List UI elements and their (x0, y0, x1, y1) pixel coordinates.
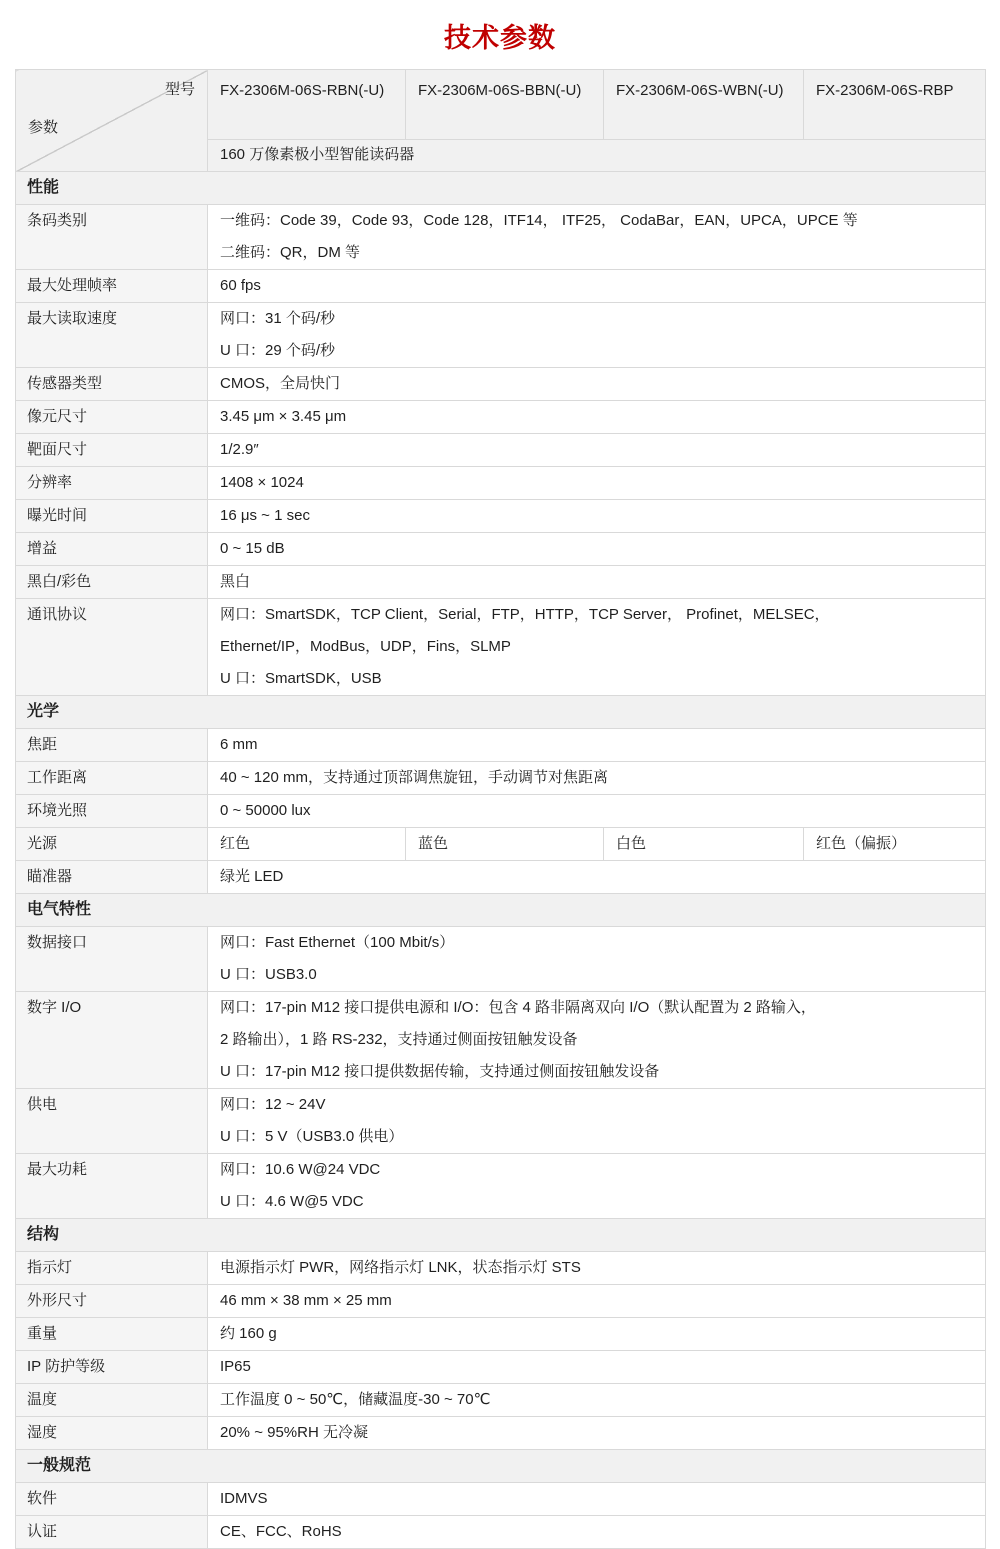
spec-value-cell (208, 1089, 986, 1154)
spec-value-line: CMOS，全局快门 (220, 375, 341, 392)
spec-value-cell (208, 1351, 986, 1384)
spec-value-cell (208, 992, 986, 1089)
spec-value-line: 红色 (220, 835, 251, 852)
spec-label: 外形尺寸 (16, 1285, 208, 1318)
spec-row (16, 992, 986, 1089)
spec-label: 重量 (16, 1318, 208, 1351)
spec-row (16, 861, 986, 894)
spec-value-cell (208, 795, 986, 828)
spec-value-line: 一维码：Code 39，Code 93，Code 128，ITF14， ITF25， CodaBar，EAN，UPCA，UPCE 等 (220, 212, 858, 229)
spec-label: 数字 I/O (16, 992, 208, 1089)
spec-value-line: 网口：17-pin M12 接口提供电源和 I/O：包含 4 路非隔离双向 I/O（默认配置为 2 路输入， (220, 999, 816, 1016)
spec-row (16, 762, 986, 795)
spec-value-cell (406, 828, 604, 861)
spec-value-line: U 口：5 V（USB3.0 供电） (220, 1128, 404, 1145)
spec-label: 最大处理帧率 (16, 270, 208, 303)
spec-row (16, 599, 986, 696)
spec-label: 通讯协议 (16, 599, 208, 696)
spec-value-cell (208, 762, 986, 795)
spec-value-cell (208, 368, 986, 401)
spec-value-cell (208, 1516, 986, 1549)
section-title: 结构 (16, 1219, 986, 1252)
spec-value-line: Ethernet/IP，ModBus，UDP，Fins，SLMP (220, 638, 511, 655)
spec-row (16, 270, 986, 303)
spec-value-cell (208, 1154, 986, 1219)
spec-value-line: 2 路输出），1 路 RS-232，支持通过侧面按钮触发设备 (220, 1031, 578, 1048)
header-model-label: 型号 (164, 81, 195, 98)
section-row (16, 696, 986, 729)
spec-value-line: IDMVS (220, 1490, 268, 1507)
section-row (16, 1219, 986, 1252)
spec-value-cell (208, 927, 986, 992)
spec-row (16, 729, 986, 762)
spec-label: 分辨率 (16, 467, 208, 500)
spec-value-line: 20% ~ 95%RH 无冷凝 (220, 1424, 368, 1441)
spec-value-line: 1/2.9″ (220, 441, 259, 458)
spec-label: 靶面尺寸 (16, 434, 208, 467)
spec-row (16, 1351, 986, 1384)
spec-label: 供电 (16, 1089, 208, 1154)
spec-value-line: 二维码：QR，DM 等 (220, 244, 360, 261)
section-title: 电气特性 (16, 894, 986, 927)
spec-value-line: 黑白 (220, 573, 251, 590)
spec-value-line: U 口：29 个码/秒 (220, 342, 336, 359)
spec-value-line: 网口：Fast Ethernet（100 Mbit/s） (220, 934, 455, 951)
spec-value-cell (208, 500, 986, 533)
spec-label: IP 防护等级 (16, 1351, 208, 1384)
spec-value-line: CE、FCC、RoHS (220, 1523, 342, 1540)
spec-label: 传感器类型 (16, 368, 208, 401)
spec-label: 软件 (16, 1483, 208, 1516)
spec-value-line: 网口：12 ~ 24V (220, 1096, 326, 1113)
model-header-cell: FX-2306M-06S-WBN(-U) (604, 70, 804, 140)
spec-row (16, 1154, 986, 1219)
spec-value-line: 绿光 LED (220, 868, 284, 885)
spec-value-line: 0 ~ 15 dB (220, 540, 285, 557)
spec-value-cell (208, 1252, 986, 1285)
spec-value-cell (208, 434, 986, 467)
spec-value-line: 约 160 g (220, 1325, 277, 1342)
spec-value-line: 3.45 μm × 3.45 μm (220, 408, 347, 425)
spec-value-line: 16 μs ~ 1 sec (220, 507, 310, 524)
spec-row (16, 1483, 986, 1516)
model-header-cell: FX-2306M-06S-RBN(-U) (208, 70, 406, 140)
spec-value-line: U 口：SmartSDK，USB (220, 670, 382, 687)
section-title: 光学 (16, 696, 986, 729)
spec-value-line: 网口：SmartSDK，TCP Client，Serial，FTP，HTTP，TCP Server， Profinet，MELSEC， (220, 606, 830, 623)
spec-value-line: 蓝色 (418, 835, 449, 852)
spec-value-line: 46 mm × 38 mm × 25 mm (220, 1292, 392, 1309)
spec-value-line: 6 mm (220, 736, 258, 753)
spec-value-line: U 口：4.6 W@5 VDC (220, 1193, 364, 1210)
spec-label: 像元尺寸 (16, 401, 208, 434)
header-corner-cell (16, 70, 208, 172)
spec-label: 湿度 (16, 1417, 208, 1450)
spec-value-cell (208, 1384, 986, 1417)
spec-value-cell (208, 1318, 986, 1351)
spec-value-cell (208, 729, 986, 762)
model-header-cell: FX-2306M-06S-BBN(-U) (406, 70, 604, 140)
spec-row (16, 467, 986, 500)
spec-value-line: U 口：USB3.0 (220, 966, 317, 983)
spec-value-line: 网口：10.6 W@24 VDC (220, 1161, 381, 1178)
spec-value-cell (208, 205, 986, 270)
spec-label: 最大功耗 (16, 1154, 208, 1219)
spec-label: 曝光时间 (16, 500, 208, 533)
spec-value-line: IP65 (220, 1358, 251, 1375)
spec-value-line: 网口：31 个码/秒 (220, 310, 336, 327)
spec-value-cell (208, 1417, 986, 1450)
spec-label: 温度 (16, 1384, 208, 1417)
spec-value-line: 40 ~ 120 mm，支持通过顶部调焦旋钮，手动调节对焦距离 (220, 769, 608, 786)
spec-label: 工作距离 (16, 762, 208, 795)
spec-value-cell (208, 401, 986, 434)
spec-label: 条码类别 (16, 205, 208, 270)
spec-value-cell (604, 828, 804, 861)
spec-label: 最大读取速度 (16, 303, 208, 368)
spec-row (16, 1516, 986, 1549)
spec-value-line: 工作温度 0 ~ 50℃，储藏温度-30 ~ 70℃ (220, 1391, 491, 1408)
spec-row (16, 368, 986, 401)
spec-row (16, 434, 986, 467)
product-subtitle: 160 万像素极小型智能读码器 (208, 140, 986, 172)
spec-value-cell (804, 828, 986, 861)
section-row (16, 172, 986, 205)
section-row (16, 1450, 986, 1483)
spec-label: 认证 (16, 1516, 208, 1549)
spec-row (16, 533, 986, 566)
spec-value-cell (208, 533, 986, 566)
spec-value-line: 白色 (616, 835, 647, 852)
spec-value-line: 60 fps (220, 277, 261, 294)
spec-row (16, 1318, 986, 1351)
spec-value-cell (208, 303, 986, 368)
spec-row (16, 1384, 986, 1417)
spec-value-cell (208, 599, 986, 696)
spec-value-cell (208, 828, 406, 861)
spec-value-cell (208, 861, 986, 894)
spec-label: 数据接口 (16, 927, 208, 992)
page-title: 技术参数 (444, 23, 556, 53)
spec-row (16, 1417, 986, 1450)
spec-table (15, 69, 986, 1549)
spec-row (16, 927, 986, 992)
spec-row (16, 795, 986, 828)
spec-row (16, 1252, 986, 1285)
section-title: 一般规范 (16, 1450, 986, 1483)
model-header-cell: FX-2306M-06S-RBP (804, 70, 986, 140)
spec-label: 光源 (16, 828, 208, 861)
spec-label: 焦距 (16, 729, 208, 762)
spec-value-cell (208, 270, 986, 303)
spec-row (16, 500, 986, 533)
spec-row (16, 828, 986, 861)
model-header-row (16, 70, 986, 140)
spec-value-line: 红色（偏振） (816, 835, 907, 852)
spec-label: 增益 (16, 533, 208, 566)
spec-label: 指示灯 (16, 1252, 208, 1285)
section-row (16, 894, 986, 927)
spec-row (16, 205, 986, 270)
spec-value-line: 电源指示灯 PWR，网络指示灯 LNK，状态指示灯 STS (220, 1259, 581, 1276)
spec-row (16, 1285, 986, 1318)
spec-value-cell (208, 566, 986, 599)
spec-row (16, 566, 986, 599)
spec-value-line: U 口：17-pin M12 接口提供数据传输，支持通过侧面按钮触发设备 (220, 1063, 660, 1080)
spec-label: 黑白/彩色 (16, 566, 208, 599)
spec-value-cell (208, 1285, 986, 1318)
spec-value-cell (208, 467, 986, 500)
header-param-label: 参数 (28, 119, 59, 136)
spec-row (16, 1089, 986, 1154)
spec-label: 瞄准器 (16, 861, 208, 894)
spec-row (16, 401, 986, 434)
spec-row (16, 303, 986, 368)
spec-table-body (16, 70, 986, 1549)
spec-label: 环境光照 (16, 795, 208, 828)
spec-value-line: 0 ~ 50000 lux (220, 802, 311, 819)
spec-value-cell (208, 1483, 986, 1516)
section-title: 性能 (16, 172, 986, 205)
spec-value-line: 1408 × 1024 (220, 474, 304, 491)
